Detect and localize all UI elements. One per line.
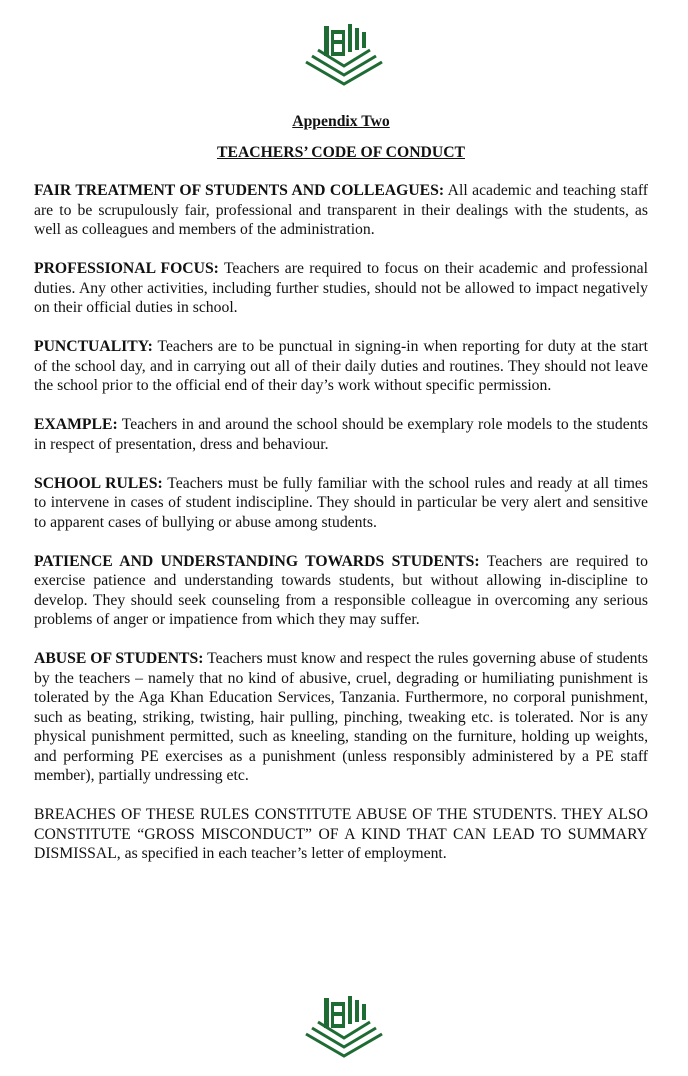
section-punctuality	[34, 337, 648, 396]
section-abuse-of-students	[34, 649, 648, 786]
logo-bottom	[300, 990, 388, 1060]
section-example	[34, 415, 648, 454]
section-body: Teachers are required to exercise patience and understanding towards students, but without allowing in-discipline to develop. They should seek counseling from a responsible colleague in overcoming any serious problems of anger or impatience from which they may suffer.	[34, 552, 648, 628]
section-body: Teachers must know and respect the rules governing abuse of students by the teachers – namely that no kind of abusive, cruel, degrading or humiliating punishment is tolerated by the Aga Khan Education Services, Tanzania. Furthermore, no corporal punishment, such as beating, striking, twisting, hair pulling, pinching, tweaking etc. is tolerated. Nor is any physical punishment permitted, such as kneeling, standing on the furniture, holding up weights, and performing PE exercises as a punishment (unless responsibly administered by a PE staff member), partially undressing etc.	[34, 650, 648, 784]
section-fair-treatment	[34, 181, 648, 240]
section-heading: PATIENCE AND UNDERSTANDING TOWARDS STUDENTS:	[34, 552, 480, 570]
section-heading: SCHOOL RULES:	[34, 474, 163, 492]
section-body: All academic and teaching staff are to be scrupulously fair, professional and transparent in their dealings with the students, as well as colleagues and members of the administration.	[34, 182, 648, 238]
document-title: TEACHERS’ CODE OF CONDUCT	[217, 143, 465, 161]
aga-khan-logo-icon	[300, 18, 388, 88]
section-body: Teachers are to be punctual in signing-in when reporting for duty at the start of the school day, and in carrying out all of their daily duties and routines. They should not leave the school prior to the official end of their day’s work without specific permission.	[34, 338, 648, 394]
section-heading: PROFESSIONAL FOCUS:	[34, 260, 219, 277]
breach-statement: BREACHES OF THESE RULES CONSTITUTE ABUSE OF THE STUDENTS. THEY ALSO CONSTITUTE “GROSS MISCONDUCT” OF A KIND THAT CAN LEAD TO SUMMARY DISMISSAL, as specified in each teacher’s letter of employment.	[34, 806, 648, 862]
section-heading: ABUSE OF STUDENTS:	[34, 650, 204, 667]
aga-khan-logo-icon	[300, 990, 388, 1060]
section-heading: FAIR TREATMENT OF STUDENTS AND COLLEAGUES:	[34, 182, 445, 199]
logo-top	[300, 18, 388, 88]
section-school-rules	[34, 474, 648, 533]
section-body: Teachers are required to focus on their academic and professional duties. Any other activities, including further studies, should not be allowed to impact negatively on their official duties in school.	[34, 260, 648, 316]
section-body: Teachers must be fully familiar with the school rules and ready at all times to intervene in cases of student indiscipline. They should in particular be very alert and sensitive to apparent cases of bullying or abuse among students.	[34, 474, 648, 531]
appendix-label: Appendix Two	[292, 113, 390, 130]
document-body	[34, 112, 648, 864]
section-body: Teachers in and around the school should be exemplary role models to the students in respect of presentation, dress and behaviour.	[34, 416, 648, 453]
section-professional-focus	[34, 259, 648, 318]
section-heading: PUNCTUALITY:	[34, 338, 153, 355]
section-patience	[34, 552, 648, 630]
section-heading: EXAMPLE:	[34, 416, 118, 433]
